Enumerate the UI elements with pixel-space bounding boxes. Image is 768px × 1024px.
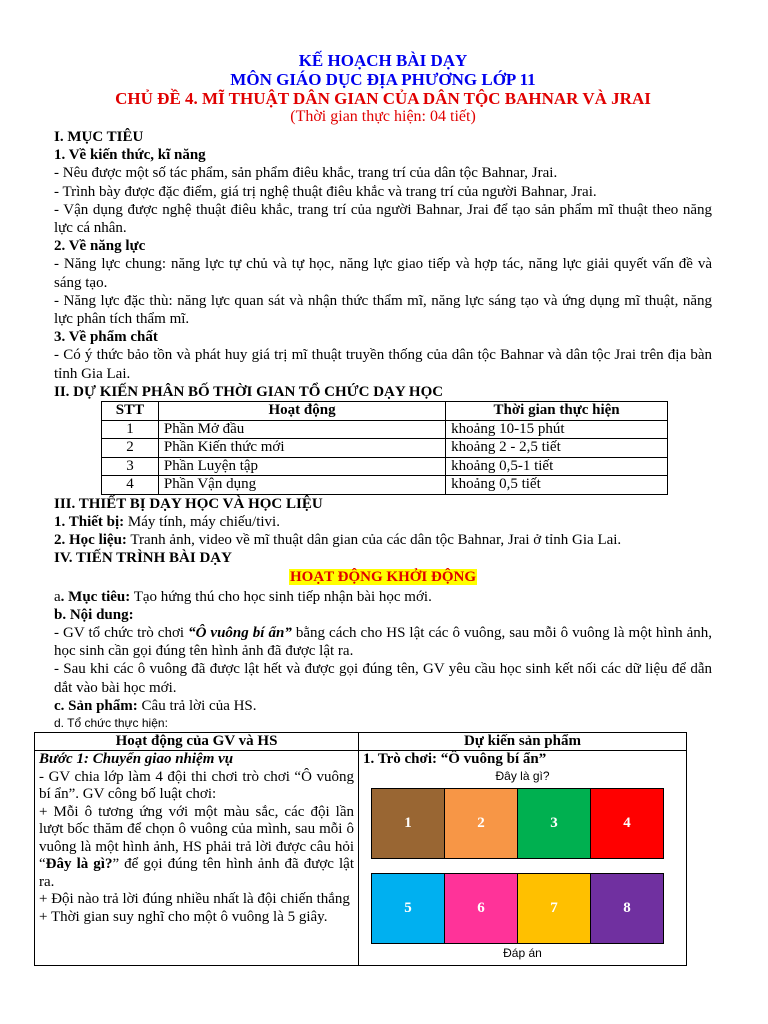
cell-stt: 1 (102, 420, 159, 439)
quality-heading: 3. Về phẩm chất (54, 329, 158, 346)
square-number: 7 (550, 899, 558, 916)
competence-item: - Năng lực đặc thù: năng lực quan sát và nhận thức thẩm mĩ, năng lực sáng tạo và ứng dụng mĩ thuật, năng lực phân tích thẩm mĩ. (54, 292, 712, 328)
mystery-square[interactable] (590, 873, 664, 944)
section-3-heading: III. THIẾT BỊ DẠY HỌC VÀ HỌC LIỆU (54, 495, 323, 512)
rule-text: ” để gọi đúng tên hình ảnh đã được lật ra. (39, 856, 354, 890)
mystery-square[interactable] (444, 873, 518, 944)
cell-activity: Phần Mở đầu (158, 420, 445, 439)
cell-stt: 4 (102, 476, 159, 495)
goal-label: . Mục tiêu: (60, 588, 131, 605)
rule-text: + Mỗi ô tương ứng với một màu sắc, các đội lần lượt bốc thăm để chọn ô vuông của mình, sau mỗi ô vuông là một hình ảnh, HS phải trả lời được câu hỏi “ (39, 803, 354, 873)
game-name: “Ô vuông bí ẩn” (188, 624, 292, 641)
goal-prefix: a (54, 588, 61, 605)
mystery-square[interactable] (371, 873, 445, 944)
activity-table (34, 732, 687, 967)
col-header-product: Dự kiến sản phẩm (359, 732, 687, 751)
rule-item (39, 804, 354, 892)
col-header-activity: Hoạt động (158, 402, 445, 421)
content-1-post: bằng cách cho HS lật các ô vuông, sau mỗi ô vuông là một hình ảnh, học sinh cần gọi đúng tên hình ảnh đã được lật ra. (54, 624, 712, 660)
competence-heading: 2. Về năng lực (54, 238, 146, 255)
activity-table-header (35, 732, 687, 751)
cell-activity: Phần Kiến thức mới (158, 439, 445, 458)
lesson-plan-page (39, 51, 712, 966)
rule-item: + Đội nào trả lời đúng nhiều nhất là đội chiến thắng (39, 891, 350, 908)
square-number: 6 (477, 899, 485, 916)
square-number: 5 (404, 899, 412, 916)
content-label: b. Nội dung: (54, 606, 134, 623)
table-row (102, 476, 668, 495)
game-title: 1. Trò chơi: “Ô vuông bí ẩn” (363, 751, 547, 768)
activity-title-wrap (54, 568, 712, 586)
rule-question: Đây là gì? (45, 856, 113, 873)
square-number: 8 (623, 899, 631, 916)
rule-item: + Thời gian suy nghĩ cho một ô vuông là 5 giây. (39, 908, 328, 925)
table-row (102, 420, 668, 439)
cell-time: khoảng 0,5 tiết (446, 476, 668, 495)
device-label: 1. Thiết bị: (54, 513, 125, 530)
section-1-heading: I. MỤC TIÊU (54, 129, 144, 145)
doc-duration: (Thời gian thực hiện: 04 tiết) (290, 108, 476, 125)
mystery-square[interactable] (517, 788, 591, 859)
section-4-heading: IV. TIẾN TRÌNH BÀI DẠY (54, 550, 232, 567)
time-allocation-table (101, 401, 668, 495)
cell-stt: 3 (102, 457, 159, 476)
cell-time: khoảng 10-15 phút (446, 420, 668, 439)
mystery-square[interactable] (371, 788, 445, 859)
mystery-grid-bottom (371, 873, 682, 944)
mystery-square[interactable] (444, 788, 518, 859)
doc-subject: MÔN GIÁO DỤC ĐỊA PHƯƠNG LỚP 11 (230, 70, 536, 89)
rule-item: - GV chia lớp làm 4 đội thi chơi trò chơi “Ô vuông bí ẩn”. GV công bố luật chơi: (39, 768, 354, 803)
material-text: Tranh ảnh, video về mĩ thuật dân gian của các dân tộc Bahnar, Jrai ở tỉnh Gia Lai. (126, 531, 622, 548)
doc-title: KẾ HOẠCH BÀI DẠY (298, 51, 468, 70)
mystery-square[interactable] (590, 788, 664, 859)
goal-text: Tạo hứng thú cho học sinh tiếp nhận bài học mới. (130, 588, 432, 605)
competence-item: - Năng lực chung: năng lực tự chủ và tự học, năng lực giao tiếp và hợp tác, năng lực giải quyết vấn đề và sáng tạo. (54, 256, 712, 291)
content-item (54, 624, 712, 660)
square-number: 1 (404, 814, 412, 831)
knowledge-item: - Nêu được một số tác phẩm, sản phẩm điêu khắc, trang trí của dân tộc Bahnar, Jrai. (54, 165, 558, 182)
quality-item: - Có ý thức bảo tồn và phát huy giá trị mĩ thuật truyền thống của dân tộc Bahnar và dân tộc Jrai trên địa bàn tỉnh Gia Lai. (54, 347, 712, 382)
activity-title: HOẠT ĐỘNG KHỞI ĐỘNG (290, 569, 476, 586)
square-number: 4 (623, 814, 631, 831)
table-row (102, 439, 668, 458)
table-row (102, 457, 668, 476)
product-text: Câu trả lời của HS. (137, 697, 257, 714)
mystery-square[interactable] (517, 873, 591, 944)
col-header-time: Thời gian thực hiện (446, 402, 668, 421)
col-header-gv-hs: Hoạt động của GV và HS (35, 732, 359, 751)
product-label: c. Sản phẩm: (54, 697, 138, 714)
content-1-pre: - GV tổ chức trò chơi (54, 624, 189, 641)
content-item: - Sau khi các ô vuông đã được lật hết và được gọi đúng tên, GV yêu cầu học sinh kết nối các dữ liệu để dẫn dắt vào bài học mới. (54, 661, 712, 696)
knowledge-item: - Vận dụng được nghệ thuật điêu khắc, trang trí của người Bahnar, Jrai để tạo sản phẩm mĩ thuật theo năng lực cá nhân. (54, 201, 712, 237)
product-line (54, 697, 712, 715)
cell-activity: Phần Luyện tập (158, 457, 445, 476)
square-number: 2 (477, 814, 485, 831)
knowledge-item: - Trình bày được đặc điểm, giá trị nghệ thuật điêu khắc và trang trí của người Bahnar, Jrai. (54, 183, 597, 200)
col-header-stt: STT (102, 402, 159, 421)
material-line (54, 531, 712, 549)
cell-time: khoảng 2 - 2,5 tiết (446, 439, 668, 458)
doc-topic: CHỦ ĐỀ 4. MĨ THUẬT DÂN GIAN CỦA DÂN TỘC BAHNAR VÀ JRAI (115, 89, 651, 108)
material-label: 2. Học liệu: (54, 531, 127, 548)
cell-activity: Phần Vận dụng (158, 476, 445, 495)
square-number: 3 (550, 814, 558, 831)
cell-stt: 2 (102, 439, 159, 458)
grid-caption-bottom: Đáp án (503, 945, 542, 960)
section-2-heading: II. DỰ KIẾN PHÂN BỐ THỜI GIAN TỔ CHỨC DẠY HỌC (54, 383, 444, 400)
grid-caption-top: Đây là gì? (495, 768, 550, 783)
knowledge-heading: 1. Về kiến thức, kĩ năng (54, 147, 206, 164)
product-cell (359, 751, 687, 966)
activity-table-row (35, 751, 687, 966)
device-text: Máy tính, máy chiếu/tivi. (124, 513, 280, 530)
device-line (54, 513, 712, 531)
implement-label: d. Tổ chức thực hiện: (54, 715, 168, 730)
goal-line (54, 588, 712, 606)
cell-time: khoảng 0,5-1 tiết (446, 457, 668, 476)
mystery-grid-top (371, 788, 682, 859)
table-header-row (102, 402, 668, 421)
gv-hs-cell (35, 751, 359, 966)
step-1-title: Bước 1: Chuyển giao nhiệm vụ (39, 751, 234, 768)
